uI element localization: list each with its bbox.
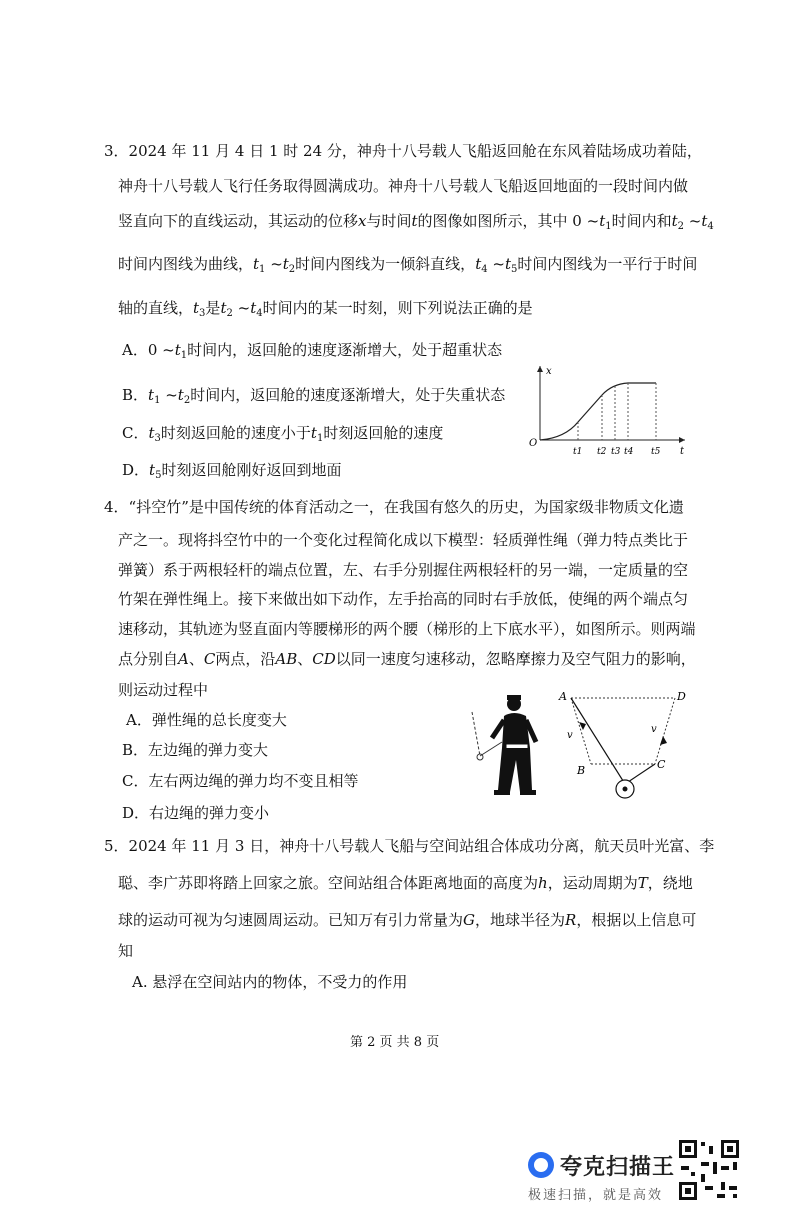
q5-line2: 聪、李广苏即将踏上回家之旅。空间站组合体距离地面的高度为h，运动周期为T，绕地 [118,874,693,892]
q3-option-c: C．$t_3$时刻返回舱的速度小于$t_1$时刻返回舱的速度 [122,424,444,444]
tick-t1: t1 [573,447,583,457]
q5-line4: 知 [118,942,134,960]
graph-x-label: t [680,446,685,457]
q3-line4: 时间内图线为曲线，$t_1$ $\sim t_2$时间内图线为一倾斜直线，$t_4$ $\sim t_5$时间内图线为一平行于时间 [118,255,698,275]
leg-ab [571,698,591,764]
q4-line4: 竹架在弹性绳上。接下来做出如下动作，左手抬高的同时右手放低，使绳的两个端点匀 [118,590,689,608]
q4-line3: 弹簧）系于两根轻杆的端点位置，左、右手分别握住两根轻杆的另一端，一定质量的空 [118,561,689,579]
q4-line2: 产之一。现将抖空竹中的一个变化过程简化成以下模型：轻质弹性绳（弹力特点类比于 [118,531,689,549]
diabolo-player-illustration [458,690,558,802]
xt-curve [540,383,656,440]
leg-cd [655,698,675,764]
qr-code-icon [677,1138,741,1202]
graph-y-label: x [546,366,552,377]
q4-option-a: A．弹性绳的总长度变大 [126,711,287,729]
q3-line1: 3．2024 年 11 月 4 日 1 时 24 分，神舟十八号载人飞船返回舱在东风着陆场成功着陆， [104,142,702,160]
q3-option-d: D．$t_5$时刻返回舱刚好返回到地面 [122,461,342,481]
tick-t4: t4 [624,447,634,457]
q4-option-d: D．右边绳的弹力变小 [122,804,270,822]
q3-line5: 轴的直线，$t_3$是$t_2$ $\sim t_4$时间内的某一时刻，则下列说法正确的是 [118,299,533,319]
q4-line5: 速移动，其轨迹为竖直面内等腰梯形的两个腰（梯形的上下底水平），如图所示。则两端 [118,620,696,638]
trapezoid-diagram [553,688,693,800]
xt-graph [520,362,690,462]
scanner-app-name: 夸克扫描王 [560,1155,676,1180]
q5-line1: 5．2024 年 11 月 3 日，神舟十八号载人飞船与空间站组合体成功分离，航天员叶光富、李 [104,837,715,855]
q3-line2: 神舟十八号载人飞行任务取得圆满成功。神舟十八号载人飞船返回地面的一段时间内做 [118,177,689,195]
q4-line6: 点分别自A、C两点，沿AB、CD以同一速度匀速移动，忽略摩擦力及空气阻力的影响， [118,650,696,668]
q4-line1: 4．“抖空竹”是中国传统的体育活动之一，在我国有悠久的历史，为国家级非物质文化遗 [104,498,684,516]
q3-line3: 竖直向下的直线运动，其运动的位移x与时间t的图像如图所示，其中 0 $\sim t_1$时间内和$t_2$ $\sim t_4$ [118,212,714,232]
q4-option-b: B．左边绳的弹力变大 [122,741,269,759]
label-v-right: v [651,724,657,735]
q4-line7: 则运动过程中 [118,681,209,699]
label-b: B [577,764,586,777]
velocity-arrow-right [660,736,667,745]
page-number: 第 2 页 共 8 页 [350,1035,440,1050]
q5-option-a: A. 悬浮在空间站内的物体，不受力的作用 [132,973,408,991]
q3-option-b: B．$t_1$ $\sim t_2$时间内，返回舱的速度逐渐增大，处于失重状态 [122,386,506,406]
tick-t5: t5 [651,447,661,457]
q3-option-a: A．0 $\sim t_1$时间内，返回舱的速度逐渐增大，处于超重状态 [122,341,503,361]
label-a: A [559,690,567,703]
scanner-logo-icon [528,1152,554,1178]
tick-t3: t3 [611,447,621,457]
label-c: C [657,758,666,771]
graph-origin: O [529,438,538,449]
scanner-slogan: 极速扫描，就是高效 [528,1188,664,1203]
q5-line3: 球的运动可视为匀速圆周运动。已知万有引力常量为G，地球半径为R，根据以上信息可 [118,911,697,929]
q4-option-c: C．左右两边绳的弹力均不变且相等 [122,772,359,790]
tick-t2: t2 [597,447,607,457]
scanner-watermark [528,1146,678,1206]
label-v-left: v [567,730,573,741]
label-d: D [677,690,686,703]
x-axis-arrow [537,366,543,372]
t-axis-arrow [679,437,685,443]
